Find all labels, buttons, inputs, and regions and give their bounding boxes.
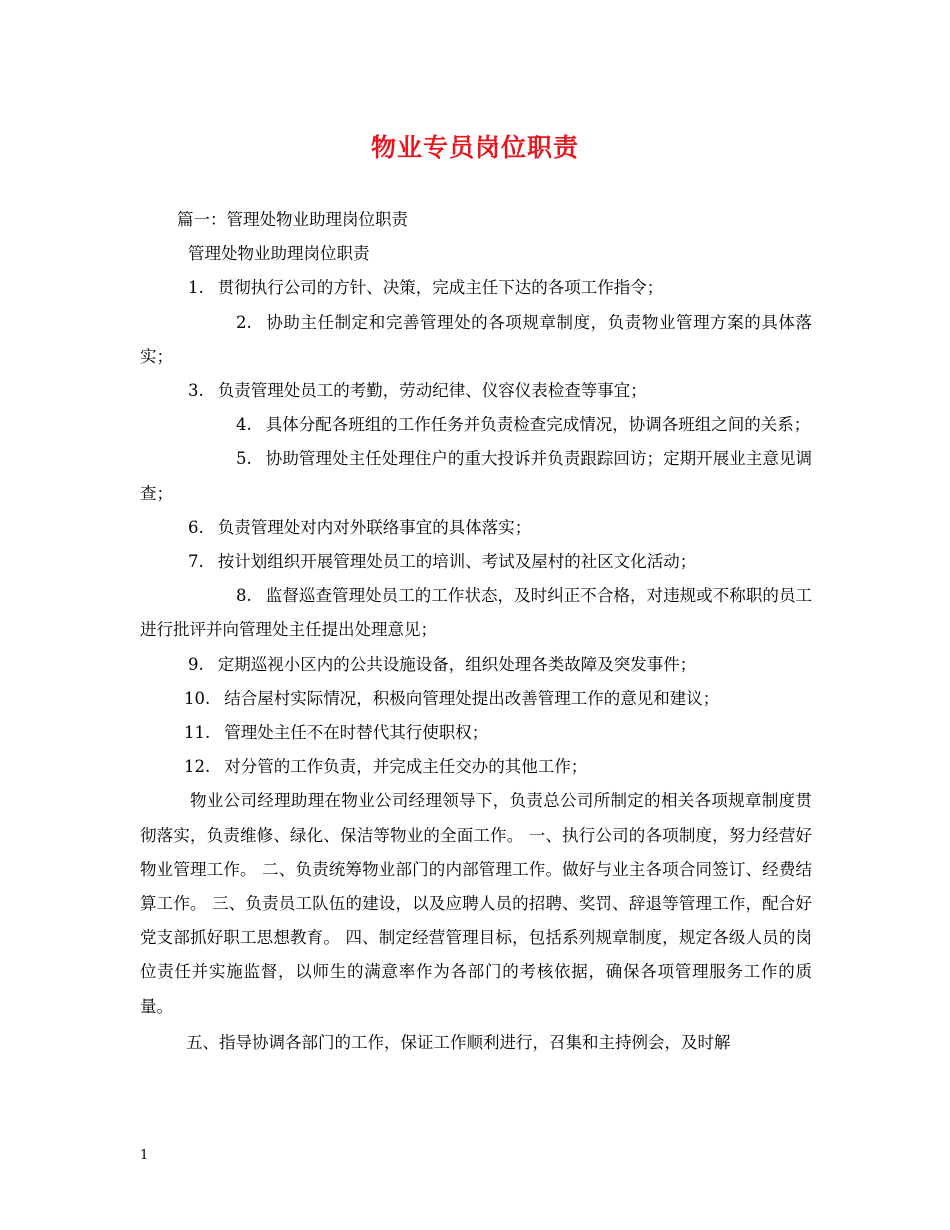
list-item (140, 648, 812, 682)
body-paragraph: 物业公司经理助理在物业公司经理领导下，负责总公司所制定的相关各项规章制度贯彻落实，负责维修、绿化、保洁等物业的全面工作。 一、执行公司的各项制度，努力经营好物业管理工作。 二、负责统筹物业部门的内部管理工作。做好与业主各项合同签订、经费结算工作。 三、负责员工队伍的建设，以及应聘人员的招聘、奖罚、辞退等管理工作，配合好党支部抓好职工思想教育。 四、制定经营管理目标，包括系列规章制度，规定各级人员的岗位责任并实施监督，以师生的满意率作为各部门的考核依据，确保各项管理服务工作的质量。 (140, 791, 812, 1016)
list-item (140, 408, 812, 442)
item-text: 结合屋村实际情况，积极向管理处提出改善管理工作的意见和建议； (224, 688, 720, 708)
section-heading: 篇一：管理处物业助理岗位职责 (177, 210, 408, 229)
item-text: 按计划组织开展管理处员工的培训、考试及屋村的社区文化活动； (217, 552, 697, 571)
item-number: 4. (236, 415, 252, 435)
item-text: 协助管理处主任处理住户的重大投诉并负责跟踪回访；定期开展业主意见调查； (140, 449, 812, 503)
item-number: 12. (184, 757, 211, 777)
list-item (140, 579, 812, 647)
item-text: 具体分配各班组的工作任务并负责检查完成情况，协调各班组之间的关系； (265, 415, 811, 435)
item-text: 管理处主任不在时替代其行使职权； (224, 723, 489, 743)
item-number: 2. (236, 312, 252, 332)
list-item (140, 682, 812, 716)
list-item (140, 750, 812, 784)
duty-list (140, 271, 812, 784)
page-number: 1 (140, 1148, 149, 1163)
list-item (140, 511, 812, 545)
document-body (140, 203, 812, 1060)
document-title: 物业专员岗位职责 (370, 133, 579, 162)
list-item (140, 306, 812, 374)
list-item (140, 442, 812, 510)
item-text: 定期巡视小区内的公共设施设备，组织处理各类故障及突发事件； (217, 654, 697, 674)
list-item (140, 545, 812, 579)
item-number: 11. (184, 723, 211, 743)
body-paragraph: 五、指导协调各部门的工作，保证工作顺利进行，召集和主持例会，及时解 (186, 1032, 731, 1052)
item-text: 监督巡查管理处员工的工作状态，及时纠正不合格，对违规或不称职的员工进行批评并向管理处主任提出处理意见； (140, 586, 812, 640)
list-item (140, 716, 812, 750)
list-item (140, 374, 812, 408)
item-text: 对分管的工作负责，并完成主任交办的其他工作； (224, 757, 588, 777)
list-item (140, 271, 812, 305)
item-text: 负责管理处员工的考勤，劳动纪律、仪容仪表检查等事宜； (217, 380, 647, 400)
item-number: 1. (188, 278, 204, 298)
item-number: 3. (188, 380, 204, 400)
subheading: 管理处物业助理岗位职责 (188, 244, 370, 264)
item-text: 贯彻执行公司的方针、决策，完成主任下达的各项工作指令； (217, 278, 664, 298)
item-number: 8. (236, 586, 252, 606)
item-number: 9. (188, 654, 204, 674)
item-number: 10. (184, 688, 211, 708)
item-number: 5. (236, 449, 252, 469)
item-text: 协助主任制定和完善管理处的各项规章制度，负责物业管理方案的具体落实； (140, 312, 812, 366)
item-number: 7. (188, 552, 204, 571)
item-text: 负责管理处对内对外联络事宜的具体落实； (217, 517, 532, 537)
item-number: 6. (188, 517, 204, 537)
